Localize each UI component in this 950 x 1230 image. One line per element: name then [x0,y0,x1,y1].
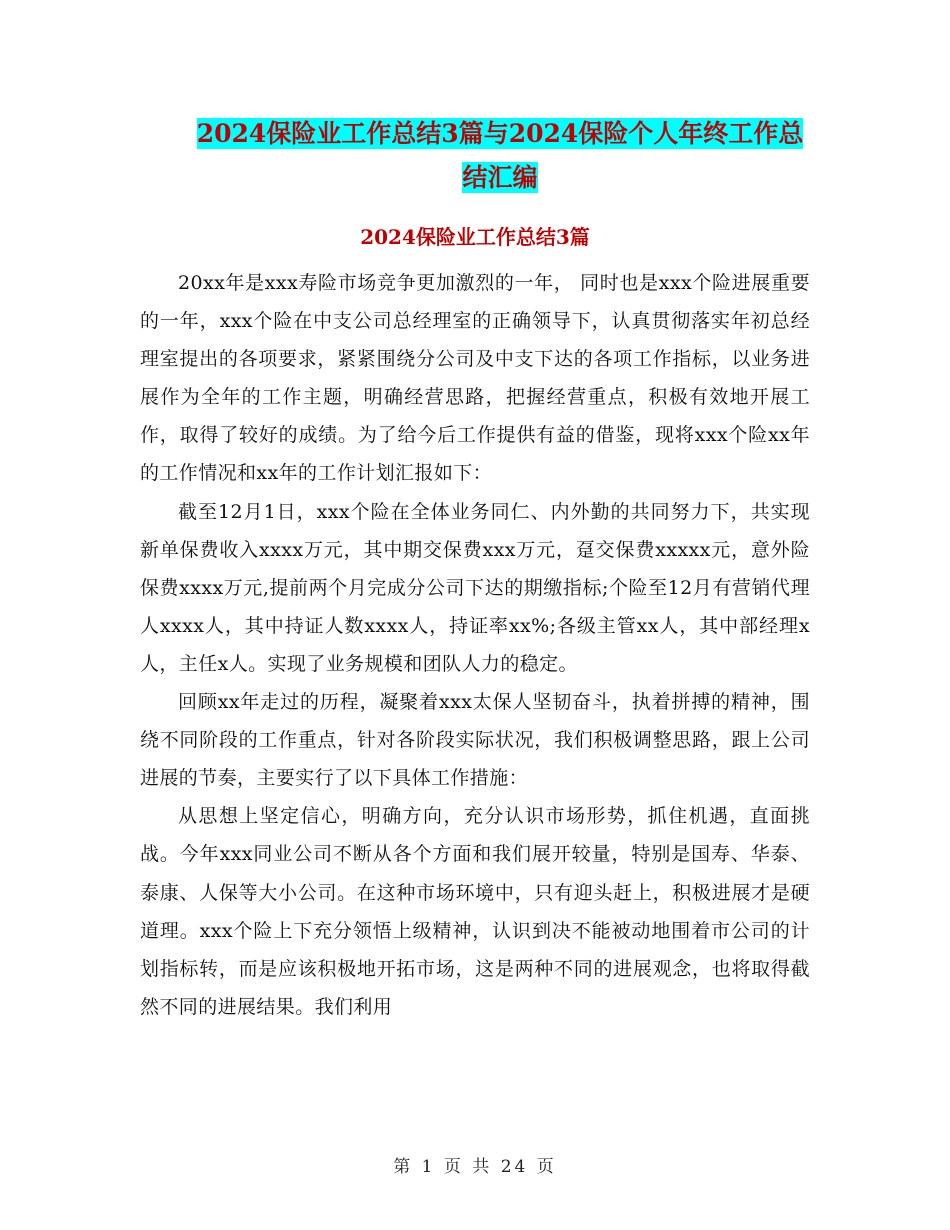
section-title: 2024保险业工作总结3篇 [360,225,590,249]
page-footer: 第 1 页 共 24 页 [393,1157,557,1177]
paragraph: 截至12月1日，xxx个险在全体业务同仁、内外勤的共同努力下，共实现新单保费收入xxxx万元，其中期交保费xxx万元，趸交保费xxxxx元，意外险保费xxxx万元,提前两个月完成分公司下达的期缴指标;个险至12月有营销代理人xxxx人，其中持证人数xxxx人，持证率xx%;各级主管xx人，其中部经理x人，主任x人。实现了业务规模和团队人力的稳定。 [140,500,810,675]
document-title-line1: 2024保险业工作总结3篇与2024保险个人年终工作总 [196,119,804,148]
paragraph: 回顾xx年走过的历程，凝聚着xxx太保人坚韧奋斗，执着拼搏的精神，围绕不同阶段的工作重点，针对各阶段实际状况，我们积极调整思路，跟上公司进展的节奏，主要实行了以下具体工作措施： [140,691,810,790]
paragraph: 20xx年是xxx寿险市场竞争更加激烈的一年， 同时也是xxx个险进展重要的一年，xxx个险在中支公司总经理室的正确领导下，认真贯彻落实年初总经理室提出的各项要求，紧紧围绕分公司及中支下达的各项工作指标，以业务进展作为全年的工作主题，明确经营思路，把握经营重点，积极有效地开展工作，取得了较好的成绩。为了给今后工作提供有益的借鉴，现将xxx个险xx年的工作情况和xx年的工作计划汇报如下： [140,272,810,485]
document-body [140,264,810,1026]
paragraph: 从思想上坚定信心，明确方向，充分认识市场形势，抓住机遇，直面挑战。今年xxx同业公司不断从各个方面和我们展开较量，特别是国寿、华泰、泰康、人保等大小公司。在这种市场环境中，只有迎头赶上，积极进展才是硬道理。xxx个险上下充分领悟上级精神，认识到决不能被动地围着市公司的计划指标转，而是应该积极地开拓市场，这是两种不同的进展观念，也将取得截然不同的进展结果。我们利用 [140,805,810,1018]
document-title [140,112,860,200]
document-title-line2: 结汇编 [462,163,538,192]
